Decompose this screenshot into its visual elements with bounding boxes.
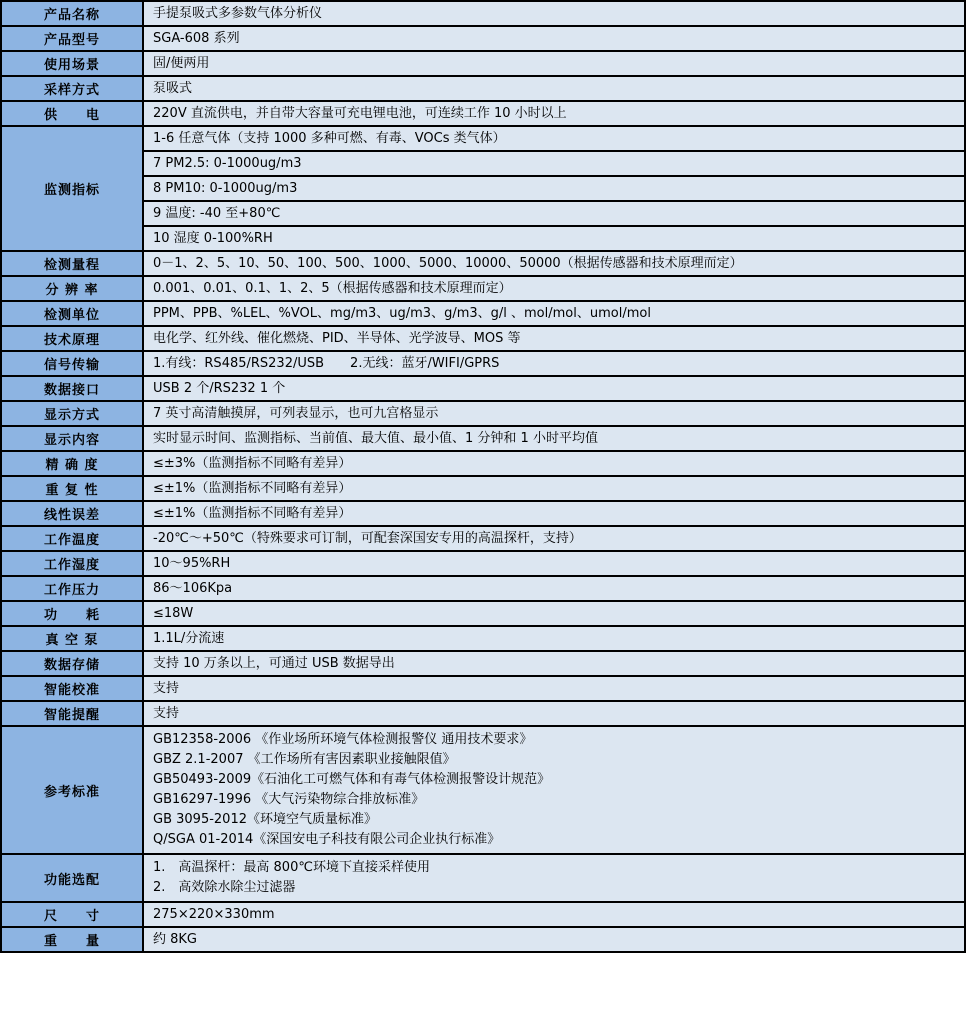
table-row bbox=[1, 626, 965, 651]
table-row bbox=[1, 501, 965, 526]
table-row bbox=[1, 251, 965, 276]
row-value-line: 支持 10 万条以上，可通过 USB 数据导出 bbox=[153, 655, 395, 671]
table-row bbox=[1, 1, 965, 26]
table-row bbox=[1, 526, 965, 551]
row-value-cell bbox=[143, 651, 965, 676]
row-value-line: GB16297-1996 《大气污染物综合排放标准》 bbox=[153, 792, 425, 807]
row-label: 显示方式 bbox=[1, 401, 143, 426]
row-value-cell bbox=[143, 526, 965, 551]
row-value-cell bbox=[143, 1, 965, 26]
row-label: 精 确 度 bbox=[1, 451, 143, 476]
row-value-line: ≤±1%（监测指标不同略有差异） bbox=[153, 480, 352, 496]
row-value-line: GB 3095-2012《环境空气质量标准》 bbox=[153, 812, 377, 827]
row-value-cell bbox=[143, 426, 965, 451]
table-row bbox=[1, 101, 965, 126]
table-row bbox=[1, 51, 965, 76]
row-value-cell bbox=[143, 401, 965, 426]
row-value-line: Q/SGA 01-2014《深国安电子科技有限公司企业执行标准》 bbox=[153, 832, 501, 847]
row-value-cell bbox=[143, 902, 965, 927]
row-value-cell bbox=[143, 326, 965, 351]
row-value-cell bbox=[143, 451, 965, 476]
table-row bbox=[1, 376, 965, 401]
row-value-cell bbox=[143, 101, 965, 126]
row-value-line: 275×220×330mm bbox=[153, 906, 275, 922]
row-label: 数据存储 bbox=[1, 651, 143, 676]
row-label: 数据接口 bbox=[1, 376, 143, 401]
row-value-line: 9 温度: -40 至+80℃ bbox=[153, 205, 281, 221]
row-value-line: 86～106Kpa bbox=[153, 580, 233, 596]
row-label: 智能提醒 bbox=[1, 701, 143, 726]
row-label: 检测量程 bbox=[1, 251, 143, 276]
table-row bbox=[1, 326, 965, 351]
table-row bbox=[1, 226, 965, 251]
row-value-cell bbox=[143, 476, 965, 501]
row-value-cell bbox=[143, 126, 965, 151]
row-value-cell bbox=[143, 201, 965, 226]
row-label: 参考标准 bbox=[1, 726, 143, 854]
row-value-cell bbox=[143, 76, 965, 101]
row-value-line: GBZ 2.1-2007 《工作场所有害因素职业接触限值》 bbox=[153, 752, 456, 767]
row-label: 检测单位 bbox=[1, 301, 143, 326]
row-value-line: 8 PM10: 0-1000ug/m3 bbox=[153, 180, 298, 196]
row-value-cell bbox=[143, 376, 965, 401]
table-row bbox=[1, 301, 965, 326]
table-row bbox=[1, 854, 965, 902]
row-value-cell bbox=[143, 726, 965, 854]
row-label: 分 辨 率 bbox=[1, 276, 143, 301]
table-row bbox=[1, 476, 965, 501]
row-value-cell bbox=[143, 176, 965, 201]
table-row bbox=[1, 276, 965, 301]
table-row bbox=[1, 601, 965, 626]
row-label: 工作湿度 bbox=[1, 551, 143, 576]
row-value-line: 7 PM2.5: 0-1000ug/m3 bbox=[153, 155, 302, 171]
table-row bbox=[1, 451, 965, 476]
row-value-cell bbox=[143, 701, 965, 726]
table-row bbox=[1, 201, 965, 226]
row-value-line: 10～95%RH bbox=[153, 555, 231, 571]
table-row bbox=[1, 651, 965, 676]
row-value-line: ≤±1%（监测指标不同略有差异） bbox=[153, 505, 352, 521]
row-label: 尺 寸 bbox=[1, 902, 143, 927]
row-value-cell bbox=[143, 854, 965, 902]
table-row bbox=[1, 426, 965, 451]
row-label: 真 空 泵 bbox=[1, 626, 143, 651]
row-value-line: USB 2 个/RS232 1 个 bbox=[153, 380, 286, 396]
row-value-cell bbox=[143, 351, 965, 376]
row-value-cell bbox=[143, 601, 965, 626]
row-value-line: 支持 bbox=[153, 705, 180, 721]
row-value-line: 手提泵吸式多参数气体分析仪 bbox=[153, 5, 323, 21]
spec-table-body bbox=[1, 1, 965, 952]
row-value-line: 电化学、红外线、催化燃烧、PID、半导体、光学波导、MOS 等 bbox=[153, 330, 521, 346]
row-value-cell bbox=[143, 276, 965, 301]
row-value-line: 2. 高效除水除尘过滤器 bbox=[153, 880, 296, 895]
row-label: 技术原理 bbox=[1, 326, 143, 351]
row-value-cell bbox=[143, 576, 965, 601]
row-label: 重 量 bbox=[1, 927, 143, 952]
table-row bbox=[1, 551, 965, 576]
row-label: 线性误差 bbox=[1, 501, 143, 526]
row-value-line: ≤18W bbox=[153, 605, 194, 621]
row-value-line: 0－1、2、5、10、50、100、500、1000、5000、10000、50000（根据传感器和技术原理而定） bbox=[153, 255, 743, 271]
table-row bbox=[1, 151, 965, 176]
row-value-cell bbox=[143, 501, 965, 526]
row-value-cell bbox=[143, 151, 965, 176]
row-value-line: 支持 bbox=[153, 680, 180, 696]
table-row bbox=[1, 902, 965, 927]
row-label: 功能选配 bbox=[1, 854, 143, 902]
row-value-line: 固/便两用 bbox=[153, 55, 210, 71]
table-row bbox=[1, 76, 965, 101]
row-value-line: 0.001、0.01、0.1、1、2、5（根据传感器和技术原理而定） bbox=[153, 280, 512, 296]
row-value-cell bbox=[143, 301, 965, 326]
row-label: 采样方式 bbox=[1, 76, 143, 101]
row-value-cell bbox=[143, 551, 965, 576]
table-row bbox=[1, 576, 965, 601]
table-row bbox=[1, 676, 965, 701]
row-value-line: -20℃～+50℃（特殊要求可订制，可配套深国安专用的高温探杆，支持） bbox=[153, 530, 582, 546]
row-value-cell bbox=[143, 251, 965, 276]
row-label: 监测指标 bbox=[1, 126, 143, 251]
row-label: 智能校准 bbox=[1, 676, 143, 701]
row-value-cell bbox=[143, 226, 965, 251]
row-value-line: 实时显示时间、监测指标、当前值、最大值、最小值、1 分钟和 1 小时平均值 bbox=[153, 430, 598, 446]
row-value-line: GB50493-2009《石油化工可燃气体和有毒气体检测报警设计规范》 bbox=[153, 772, 551, 787]
row-value-line: 220V 直流供电，并自带大容量可充电锂电池，可连续工作 10 小时以上 bbox=[153, 105, 567, 121]
row-value-line: 泵吸式 bbox=[153, 80, 193, 96]
row-label: 产品名称 bbox=[1, 1, 143, 26]
row-value-line: ≤±3%（监测指标不同略有差异） bbox=[153, 455, 352, 471]
row-value-line: 约 8KG bbox=[153, 931, 198, 947]
row-value-cell bbox=[143, 51, 965, 76]
row-value-line: 10 湿度 0-100%RH bbox=[153, 230, 273, 246]
row-value-cell bbox=[143, 676, 965, 701]
row-value-line: PPM、PPB、%LEL、%VOL、mg/m3、ug/m3、g/m3、g/l 、mol/mol、umol/mol bbox=[153, 305, 651, 321]
row-label: 信号传输 bbox=[1, 351, 143, 376]
table-row bbox=[1, 126, 965, 151]
row-label: 使用场景 bbox=[1, 51, 143, 76]
table-row bbox=[1, 726, 965, 854]
row-value-line: 7 英寸高清触摸屏，可列表显示，也可九宫格显示 bbox=[153, 405, 439, 421]
table-row bbox=[1, 927, 965, 952]
row-value-line: 1. 高温探杆：最高 800℃环境下直接采样使用 bbox=[153, 860, 430, 875]
table-row bbox=[1, 176, 965, 201]
row-label: 显示内容 bbox=[1, 426, 143, 451]
row-value-line: GB12358-2006 《作业场所环境气体检测报警仪 通用技术要求》 bbox=[153, 732, 533, 747]
row-label: 产品型号 bbox=[1, 26, 143, 51]
row-label: 功 耗 bbox=[1, 601, 143, 626]
row-value-line: 1-6 任意气体（支持 1000 多种可燃、有毒、VOCs 类气体） bbox=[153, 130, 506, 146]
table-row bbox=[1, 351, 965, 376]
row-label: 供 电 bbox=[1, 101, 143, 126]
table-row bbox=[1, 26, 965, 51]
row-label: 工作温度 bbox=[1, 526, 143, 551]
row-value-line: 1.1L/分流速 bbox=[153, 630, 225, 646]
table-row bbox=[1, 701, 965, 726]
row-value-line: 1.有线：RS485/RS232/USB 2.无线：蓝牙/WIFI/GPRS bbox=[153, 355, 500, 371]
row-value-cell bbox=[143, 626, 965, 651]
row-label: 工作压力 bbox=[1, 576, 143, 601]
table-row bbox=[1, 401, 965, 426]
row-value-cell bbox=[143, 927, 965, 952]
row-value-cell bbox=[143, 26, 965, 51]
row-value-line: SGA-608 系列 bbox=[153, 30, 240, 46]
row-label: 重 复 性 bbox=[1, 476, 143, 501]
